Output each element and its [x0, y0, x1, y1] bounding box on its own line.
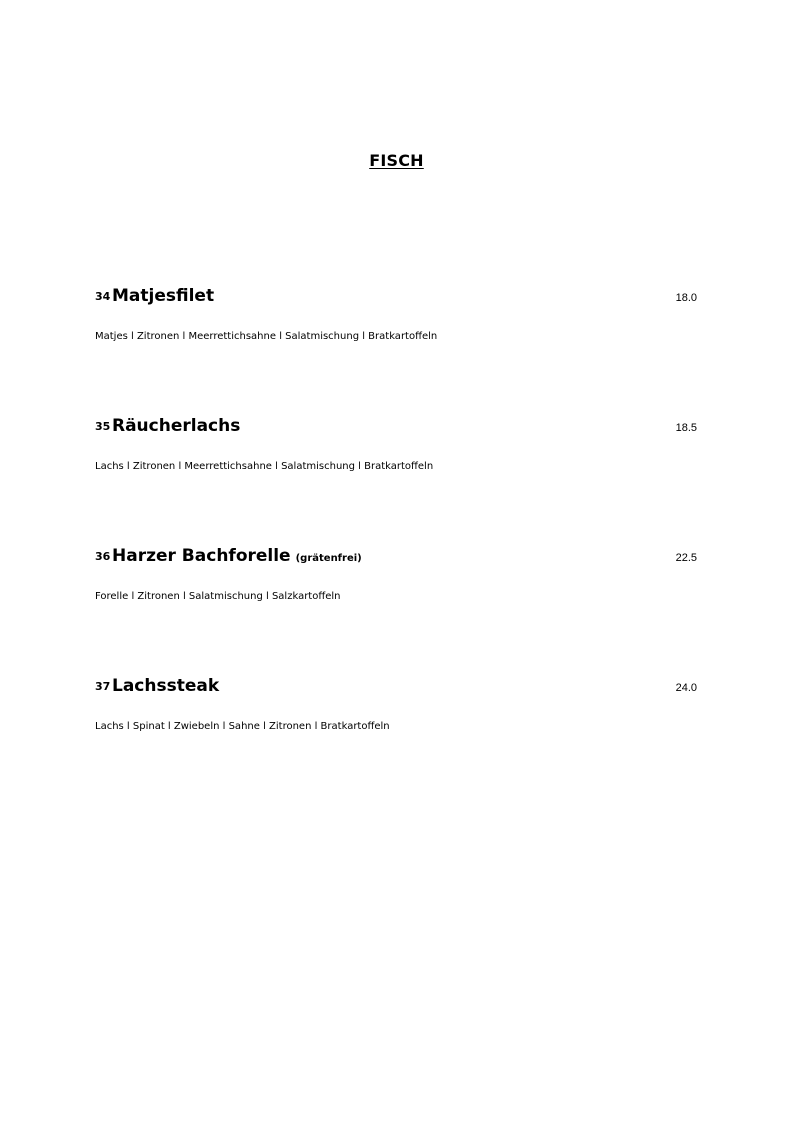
menu-item-header — [95, 282, 699, 306]
item-price: 18.0 — [675, 292, 697, 304]
item-name-text: Matjesfilet — [112, 286, 215, 306]
item-number: 36 — [95, 550, 111, 563]
menu-item-header — [95, 412, 699, 436]
item-price: 24.0 — [675, 682, 697, 694]
item-name-text: Lachssteak — [112, 676, 220, 696]
menu-item-lachssteak — [95, 672, 699, 732]
item-name — [112, 676, 219, 696]
menu-item-harzer-bachforelle — [95, 542, 699, 602]
item-name — [112, 416, 240, 436]
item-description: Forelle l Zitronen l Salatmischung l Salzkartoffeln — [95, 591, 341, 602]
page-title: FISCH — [369, 151, 424, 170]
item-price: 18.5 — [675, 422, 697, 434]
item-number: 34 — [95, 290, 111, 303]
item-name-text: Räucherlachs — [112, 416, 241, 436]
menu-item-header — [95, 672, 699, 696]
item-name-text: Harzer Bachforelle — [112, 546, 291, 566]
item-note: (grätenfrei) — [295, 553, 362, 564]
menu-item-header — [95, 542, 699, 566]
item-description: Lachs l Spinat l Zwiebeln l Sahne l Zitronen l Bratkartoffeln — [95, 721, 390, 732]
item-number: 37 — [95, 680, 111, 693]
item-name — [112, 286, 214, 306]
item-name — [112, 546, 362, 566]
item-number: 35 — [95, 420, 111, 433]
item-description: Matjes l Zitronen l Meerrettichsahne l Salatmischung l Bratkartoffeln — [95, 331, 438, 342]
item-description: Lachs l Zitronen l Meerrettichsahne l Salatmischung l Bratkartoffeln — [95, 461, 434, 472]
menu-item-matjesfilet — [95, 282, 699, 342]
menu-item-raeucherlachs — [95, 412, 699, 472]
item-price: 22.5 — [675, 552, 697, 564]
